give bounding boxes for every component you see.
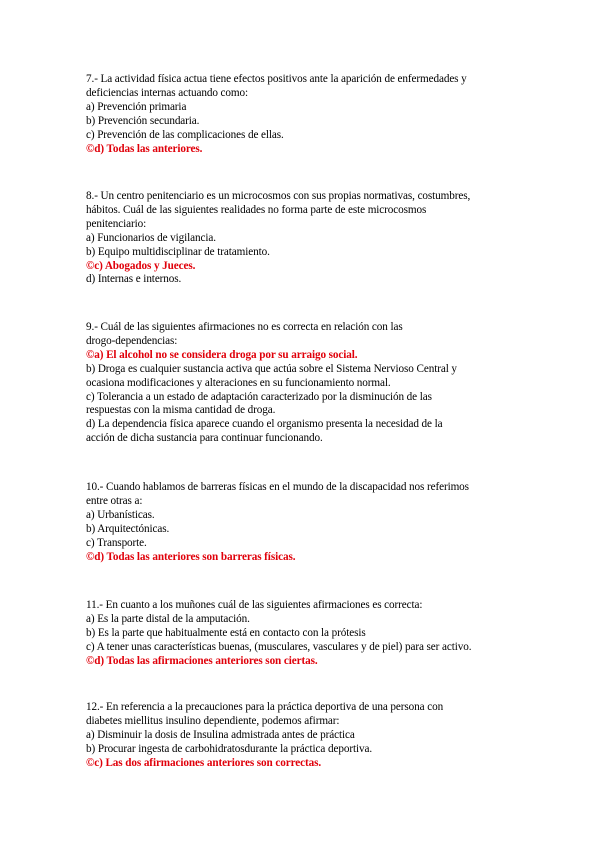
question-stem-line: 10.- Cuando hablamos de barreras físicas en el mundo de la discapacidad nos referimos — [86, 481, 469, 493]
question-stem-line: 12.- En referencia a la precauciones para la práctica deportiva de una persona con — [86, 701, 444, 713]
question-stem-line: 9.- Cuál de las siguientes afirmaciones no es correcta en relación con las — [86, 321, 403, 333]
option-b: b) Equipo multidisciplinar de tratamiento. — [86, 245, 270, 258]
question-stem-line: 7.- La actividad física actua tiene efectos positivos ante la aparición de enfermedades y — [86, 73, 467, 85]
question-9 — [86, 321, 516, 446]
option-c: c) Tolerancia a un estado de adaptación caracterizado por la disminución de las — [86, 390, 432, 403]
option-b: b) Prevención secundaria. — [86, 114, 200, 127]
correct-answer-c: ©c) Abogados y Jueces. — [86, 259, 196, 272]
option-b: b) Arquitectónicas. — [86, 522, 170, 535]
option-a: a) Urbanísticas. — [86, 508, 155, 521]
question-7 — [86, 73, 516, 156]
question-stem-line: drogo-dependencias: — [86, 334, 178, 347]
option-c: c) Transporte. — [86, 536, 147, 549]
option-d: d) La dependencia física aparece cuando el organismo presenta la necesidad de la — [86, 418, 443, 431]
question-12 — [86, 701, 516, 771]
question-10 — [86, 481, 516, 564]
question-11 — [86, 599, 516, 669]
question-stem-line: 11.- En cuanto a los muñones cuál de las siguientes afirmaciones es correcta: — [86, 599, 423, 611]
option-b: b) Droga es cualquier sustancia activa que actúa sobre el Sistema Nervioso Central y — [86, 362, 457, 375]
option-b: b) Es la parte que habitualmente está en contacto con la prótesis — [86, 626, 366, 639]
option-c-continued: respuestas con la misma cantidad de droga. — [86, 404, 276, 417]
question-8 — [86, 190, 516, 287]
correct-answer-d: ©d) Todas las afirmaciones anteriores son ciertas. — [86, 654, 318, 667]
correct-answer-a: ©a) El alcohol no se considera droga por su arraigo social. — [86, 348, 358, 361]
option-c: c) A tener unas características buenas, (musculares, vasculares y de piel) para ser activo. — [86, 640, 472, 653]
correct-answer-d: ©d) Todas las anteriores. — [86, 142, 203, 155]
option-a: a) Prevención primaria — [86, 100, 187, 113]
question-stem-line: entre otras a: — [86, 494, 143, 507]
question-stem-line: 8.- Un centro penitenciario es un microcosmos con sus propias normativas, costumbres, — [86, 190, 471, 202]
option-d-continued: acción de dicha sustancia para continuar funcionando. — [86, 432, 323, 445]
option-b: b) Procurar ingesta de carbohidratosdurante la práctica deportiva. — [86, 742, 373, 755]
option-a: a) Disminuir la dosis de Insulina admistrada antes de práctica — [86, 728, 355, 741]
question-stem-line: diabetes miellitus insulino dependiente, podemos afirmar: — [86, 714, 340, 727]
correct-answer-c: ©c) Las dos afirmaciones anteriores son correctas. — [86, 756, 322, 769]
option-c: c) Prevención de las complicaciones de ellas. — [86, 128, 284, 141]
option-a: a) Es la parte distal de la amputación. — [86, 612, 250, 625]
option-a: a) Funcionarios de vigilancia. — [86, 231, 216, 244]
question-stem-line: hábitos. Cuál de las siguientes realidades no forma parte de este microcosmos — [86, 203, 427, 216]
option-d: d) Internas e internos. — [86, 273, 182, 286]
option-b-continued: ocasiona modificaciones y alteraciones en su funcionamiento normal. — [86, 376, 391, 389]
correct-answer-d: ©d) Todas las anteriores son barreras físicas. — [86, 550, 296, 563]
question-stem-line: penitenciario: — [86, 217, 147, 230]
question-stem-line: deficiencias internas actuando como: — [86, 86, 248, 99]
